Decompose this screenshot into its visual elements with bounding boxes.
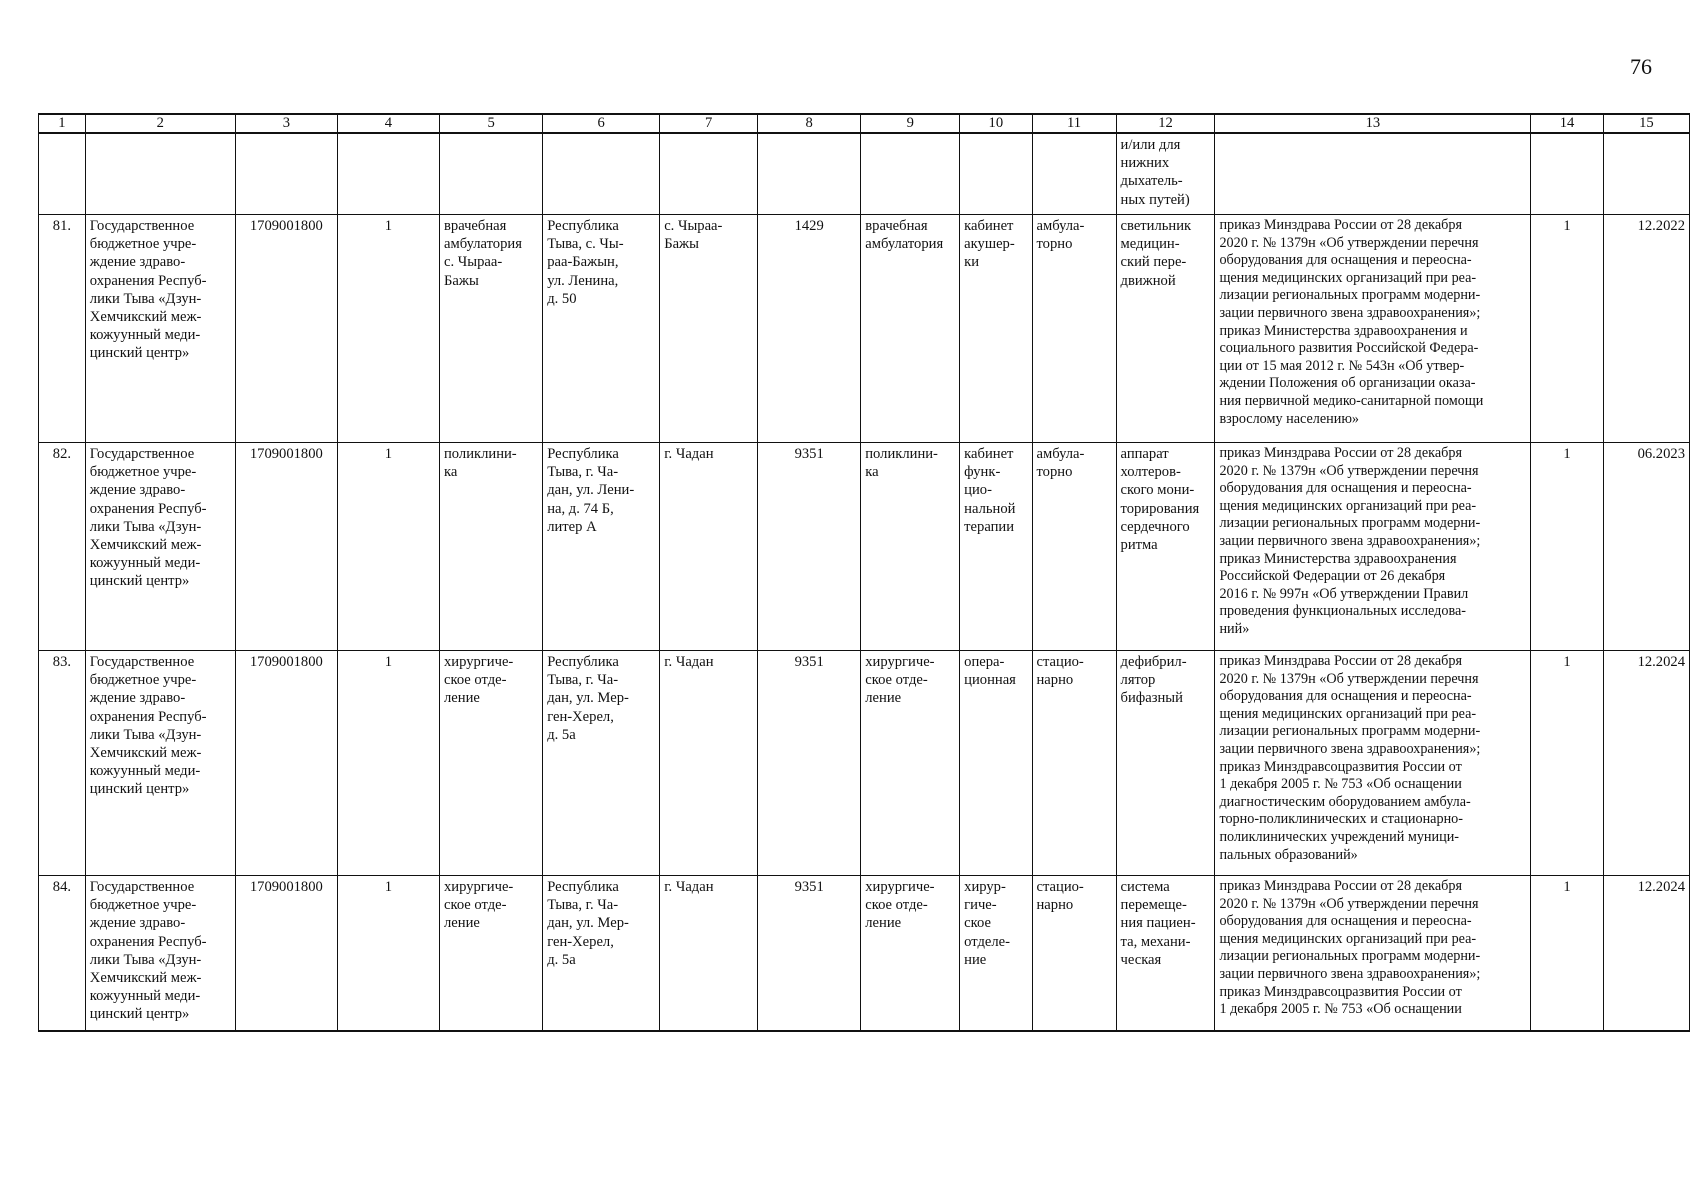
equipment-name: система перемеще- ния пациен- та, механи- ческая [1120,879,1196,968]
address-cell [543,443,660,651]
equipment-cell [1116,133,1215,215]
structural-unit: врачебная амбулатория [865,218,944,253]
organization-name: Государственное бюджетное учре- ждение здраво- охранения Респуб- лики Тыва «Дзун- Хемчикский меж- кожуунный меди- цинский центр» [89,879,207,1023]
column-number: 2 [85,114,235,133]
subdivision: хирургиче- ское отде- ление [444,879,514,932]
address-cell [543,215,660,443]
column-number: 12 [1116,114,1215,133]
column-number: 6 [543,114,660,133]
equipment-name: дефибрил- лятор бифазный [1120,654,1187,707]
subdivision-cell [440,876,543,1032]
organization-name-cell [85,651,235,876]
quantity: 1 [384,446,393,462]
room-cell [960,443,1032,651]
population: 9351 [794,446,824,462]
delivery-date-cell [1603,876,1689,1032]
regulatory-basis-cell [1215,215,1531,443]
address: Республика Тыва, г. Ча- дан, ул. Мер- ген-Херел, д. 5а [547,654,629,743]
continuation-row [39,133,1690,215]
structural-unit-cell [861,651,960,876]
settlement-cell [660,876,758,1032]
equipment-count-cell [1531,876,1603,1032]
row-number: 82. [52,446,72,462]
row-number: 83. [52,654,72,670]
column-number: 15 [1603,114,1689,133]
address: Республика Тыва, с. Чы- раа-Бажын, ул. Ленина, д. 50 [547,218,624,307]
care-condition-cell [1032,443,1116,651]
row-number: 81. [52,218,72,234]
care-condition: стацио- нарно [1036,654,1084,689]
equipment-count: 1 [1563,446,1571,462]
column-number: 14 [1531,114,1603,133]
structural-unit: поликлини- ка [865,446,938,481]
delivery-date: 12.2022 [1637,218,1685,234]
subdivision: поликлини- ка [444,446,517,481]
quantity-cell [337,876,439,1032]
table-row [39,443,1690,651]
equipment-count-cell [1531,443,1603,651]
care-condition: амбула- торно [1036,218,1085,253]
equipment-count: 1 [1563,654,1571,670]
column-number: 1 [39,114,86,133]
structural-unit: хирургиче- ское отде- ление [865,654,935,707]
address-cell [543,651,660,876]
care-condition: амбула- торно [1036,446,1085,481]
column-number: 11 [1032,114,1116,133]
population-cell [758,443,861,651]
care-condition-cell [1032,876,1116,1032]
room-cell [960,876,1032,1032]
ogrn-code-cell [235,651,337,876]
table-row [39,215,1690,443]
room: хирур- гиче- ское отделе- ние [964,879,1010,968]
organization-name: Государственное бюджетное учре- ждение здраво- охранения Респуб- лики Тыва «Дзун- Хемчикский меж- кожуунный меди- цинский центр» [89,654,207,798]
room: кабинет акушер- ки [964,218,1015,271]
table-row [39,876,1690,1032]
ogrn-code: 1709001800 [249,879,323,895]
room-cell [960,215,1032,443]
equipment-table [38,113,1690,1032]
population-cell [758,651,861,876]
quantity-cell [337,443,439,651]
equipment-count: 1 [1563,218,1571,234]
regulatory-basis: приказ Минздрава России от 28 декабря 2020 г. № 1379н «Об утверждении перечня оборудования для оснащения и переосна- щения медицинских организаций при реа- лизации региональных программ модерни- зации первичного звена здравоохранения»; приказ Минздравсоцразвития России от 1 декабря 2005 г. № 753 «Об оснащении диагностическим оборудованием амбула- торно-поликлинических и стационарно- поликлинических учреждений муници- пальных образований» [1219,653,1481,863]
delivery-date: 06.2023 [1637,446,1685,462]
population: 9351 [794,654,824,670]
delivery-date-cell [1603,651,1689,876]
care-condition: стацио- нарно [1036,879,1084,914]
table-row [39,651,1690,876]
ogrn-code: 1709001800 [249,446,323,462]
structural-unit-cell [861,443,960,651]
structural-unit-cell [861,876,960,1032]
equipment-count-cell [1531,651,1603,876]
delivery-date: 12.2024 [1637,879,1685,895]
row-number-cell [39,651,86,876]
equipment-name-cell [1116,651,1215,876]
quantity: 1 [384,654,393,670]
settlement: с. Чыраа- Бажы [664,218,723,253]
structural-unit: хирургиче- ское отде- ление [865,879,935,932]
room: кабинет функ- цио- нальной терапии [964,446,1016,535]
address: Республика Тыва, г. Ча- дан, ул. Мер- ген-Херел, д. 5а [547,879,629,968]
equipment-name: светильник медицин- ский пере- движной [1120,218,1192,289]
quantity: 1 [384,218,393,234]
ogrn-code: 1709001800 [249,654,323,670]
column-numbers-row [39,114,1690,133]
column-number: 9 [861,114,960,133]
quantity: 1 [384,879,393,895]
page-number: 76 [1630,54,1652,79]
address: Республика Тыва, г. Ча- дан, ул. Лени- на, д. 74 Б, литер А [547,446,635,535]
subdivision: врачебная амбулатория с. Чыраа- Бажы [444,218,522,289]
equipment-name-cell [1116,443,1215,651]
organization-name-cell [85,876,235,1032]
row-number-cell [39,443,86,651]
row-number-cell [39,876,86,1032]
settlement-cell [660,651,758,876]
care-condition-cell [1032,651,1116,876]
subdivision-cell [440,651,543,876]
column-number: 13 [1215,114,1531,133]
equipment-text: и/или для нижних дыхатель- ных путей) [1120,137,1190,208]
ogrn-code-cell [235,876,337,1032]
delivery-date: 12.2024 [1637,654,1685,670]
organization-name: Государственное бюджетное учре- ждение здраво- охранения Респуб- лики Тыва «Дзун- Хемчикский меж- кожуунный меди- цинский центр» [89,446,207,590]
column-number: 10 [960,114,1032,133]
ogrn-code-cell [235,215,337,443]
equipment-count-cell [1531,215,1603,443]
equipment-count: 1 [1563,879,1571,895]
regulatory-basis-cell [1215,651,1531,876]
structural-unit-cell [861,215,960,443]
quantity-cell [337,215,439,443]
row-number-cell [39,215,86,443]
population: 9351 [794,879,824,895]
column-number: 3 [235,114,337,133]
population-cell [758,215,861,443]
column-number: 5 [440,114,543,133]
settlement-cell [660,215,758,443]
ogrn-code-cell [235,443,337,651]
settlement: г. Чадан [664,446,714,462]
equipment-name: аппарат холтеров- ского мони- торирования сердечного ритма [1120,446,1200,554]
address-cell [543,876,660,1032]
room-cell [960,651,1032,876]
regulatory-basis-cell [1215,443,1531,651]
organization-name-cell [85,443,235,651]
regulatory-basis-cell [1215,876,1531,1032]
quantity-cell [337,651,439,876]
delivery-date-cell [1603,443,1689,651]
ogrn-code: 1709001800 [249,218,323,234]
population: 1429 [794,218,824,234]
regulatory-basis: приказ Минздрава России от 28 декабря 2020 г. № 1379н «Об утверждении перечня оборудования для оснащения и переосна- щения медицинских организаций при реа- лизации региональных программ модерни- зации первичного звена здравоохранения»; приказ Министерства здравоохранения Российской Федерации от 26 декабря 2016 г. № 997н «Об утверждении Правил проведения функциональных исследова- ний» [1219,445,1481,637]
column-number: 7 [660,114,758,133]
equipment-name-cell [1116,215,1215,443]
subdivision-cell [440,443,543,651]
settlement: г. Чадан [664,879,714,895]
care-condition-cell [1032,215,1116,443]
column-number: 4 [337,114,439,133]
column-number: 8 [758,114,861,133]
settlement: г. Чадан [664,654,714,670]
organization-name-cell [85,215,235,443]
settlement-cell [660,443,758,651]
organization-name: Государственное бюджетное учре- ждение здраво- охранения Респуб- лики Тыва «Дзун- Хемчикский меж- кожуунный меди- цинский центр» [89,218,207,362]
equipment-name-cell [1116,876,1215,1032]
delivery-date-cell [1603,215,1689,443]
subdivision-cell [440,215,543,443]
population-cell [758,876,861,1032]
row-number: 84. [52,879,72,895]
regulatory-basis: приказ Минздрава России от 28 декабря 2020 г. № 1379н «Об утверждении перечня оборудования для оснащения и переосна- щения медицинских организаций при реа- лизации региональных программ модерни- зации первичного звена здравоохранения»; приказ Минздравсоцразвития России от 1 декабря 2005 г. № 753 «Об оснащении [1219,878,1481,1018]
regulatory-basis: приказ Минздрава России от 28 декабря 2020 г. № 1379н «Об утверждении перечня оборудования для оснащения и переосна- щения медицинских организаций при реа- лизации региональных программ модерни- зации первичного звена здравоохранения»; приказ Министерства здравоохранения и социального развития Российской Федера- ции от 15 мая 2012 г. № 543н «Об утвер- ждении Положения об организации оказа- ния первичной медико-санитарной помощи взрослому населению» [1219,217,1484,427]
room: опера- ционная [964,654,1016,689]
subdivision: хирургиче- ское отде- ление [444,654,514,707]
